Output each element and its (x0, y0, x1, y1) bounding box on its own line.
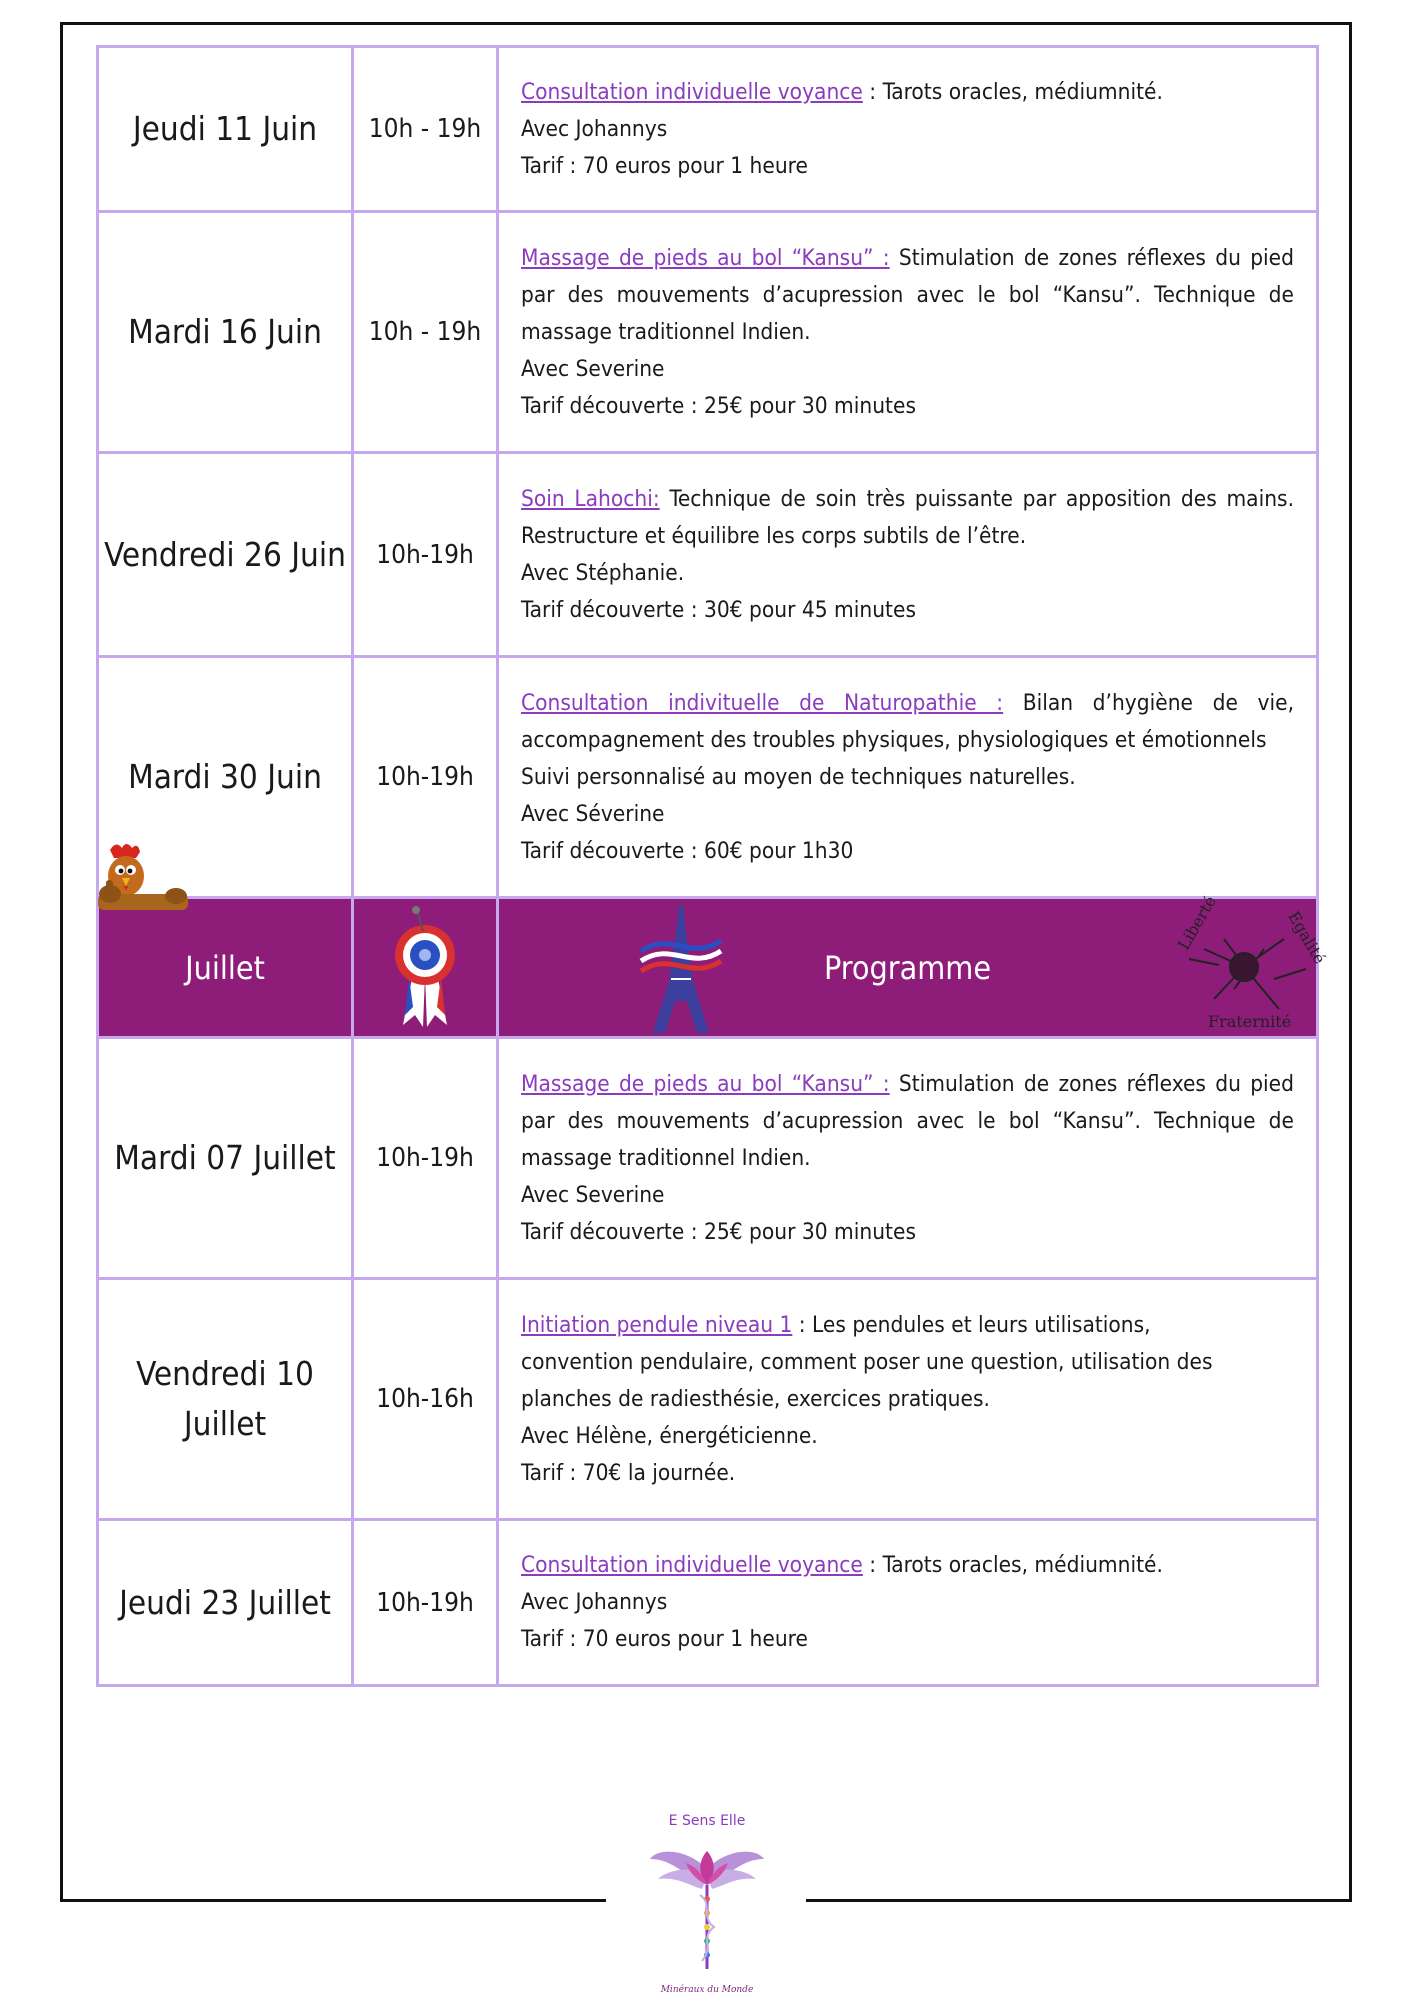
activity-title[interactable]: Initiation pendule niveau 1 (521, 1311, 793, 1338)
frame-bottom-left (60, 1899, 606, 1902)
activity-title[interactable]: Consultation indivituelle de Naturopathie : (521, 689, 1004, 716)
program-row (98, 47, 1318, 212)
row-date: Mardi 07 Juillet (98, 1038, 353, 1279)
row-time: 10h-19h (353, 657, 498, 898)
brand-logo (648, 1813, 766, 1995)
month-header-row (98, 898, 1318, 1038)
rooster-thumbs-up-icon (96, 840, 192, 912)
description-line: Tarif découverte : 30€ pour 45 minutes (521, 596, 916, 623)
activity-title[interactable]: Soin Lahochi: (521, 485, 660, 512)
activity-title[interactable]: Consultation individuelle voyance (521, 78, 863, 105)
lotus-wings-icon (648, 1829, 766, 1979)
row-time: 10h-16h (353, 1279, 498, 1520)
activity-title[interactable]: Massage de pieds au bol “Kansu” : (521, 1070, 890, 1097)
title-separator (890, 1071, 899, 1097)
title-separator: : (862, 1552, 883, 1578)
program-row (98, 657, 1318, 898)
description-line: convention pendulaire, comment poser une question, utilisation des (521, 1348, 1213, 1375)
united-hands-icon (1174, 892, 1330, 1035)
activity-summary: Tarots oracles, médiumnité. (882, 78, 1163, 105)
description-line: Tarif : 70 euros pour 1 heure (521, 152, 808, 179)
activity-summary: Stimulation de zones réflexes du pied par des mouvements d’acupression avec le bol “Kansu”. Technique de massage traditionnel Indien. (521, 244, 1294, 345)
hands-word-fraternite: Fraternité (1208, 1012, 1292, 1031)
row-time: 10h - 19h (353, 212, 498, 453)
row-date: Jeudi 23 Juillet (98, 1520, 353, 1686)
title-separator (890, 245, 899, 271)
description-line: Tarif : 70€ la journée. (521, 1459, 736, 1486)
rosette-cell (353, 898, 498, 1038)
description-line: Avec Severine (521, 355, 665, 382)
row-description (498, 1279, 1318, 1520)
row-date: Vendredi 26 Juin (98, 453, 353, 657)
row-description (498, 47, 1318, 212)
row-description (498, 453, 1318, 657)
program-row (98, 212, 1318, 453)
description-line: Suivi personnalisé au moyen de techniques naturelles. (521, 763, 1076, 790)
program-row (98, 1038, 1318, 1279)
hands-word-liberte: Liberté (1174, 892, 1220, 954)
description-line: Avec Hélène, énergéticienne. (521, 1422, 818, 1449)
description-line: Avec Séverine (521, 800, 665, 827)
title-separator: : (862, 78, 883, 105)
row-time: 10h-19h (353, 1038, 498, 1279)
title-separator (660, 486, 670, 512)
hands-word-egalite: Egalité (1284, 907, 1330, 968)
program-row (98, 453, 1318, 657)
row-date: Mardi 16 Juin (98, 212, 353, 453)
title-separator (1003, 690, 1023, 716)
frame-bottom-right (806, 1899, 1352, 1902)
description-line: Tarif découverte : 25€ pour 30 minutes (521, 392, 916, 419)
description-line: Tarif découverte : 25€ pour 30 minutes (521, 1218, 916, 1245)
description-line: Avec Stéphanie. (521, 559, 685, 586)
logo-subtitle: Minéraux du Monde (660, 1985, 754, 1995)
row-date: Vendredi 10 Juillet (98, 1279, 353, 1520)
activity-title[interactable]: Massage de pieds au bol “Kansu” : (521, 244, 890, 271)
logo-name: E Sens Elle (668, 1813, 746, 1829)
description-line: Avec Johannys (521, 115, 668, 142)
row-date: Jeudi 11 Juin (98, 47, 353, 212)
description-line: Avec Severine (521, 1181, 665, 1208)
program-row (98, 1520, 1318, 1686)
description-line: Avec Johannys (521, 1589, 668, 1615)
program-header-cell (498, 892, 1330, 1038)
row-date: Mardi 30 Juin (98, 657, 353, 898)
description-line: Tarif découverte : 60€ pour 1h30 (521, 837, 854, 864)
row-time: 10h-19h (353, 453, 498, 657)
activity-summary: Technique de soin très puissante par apposition des mains. Restructure et équilibre les corps subtils de l’être. (521, 485, 1294, 549)
row-description (498, 1038, 1318, 1279)
row-description (498, 1520, 1318, 1686)
row-description (498, 657, 1318, 898)
row-time: 10h-19h (353, 1520, 498, 1686)
frame-right (1349, 22, 1352, 1902)
activity-summary: Stimulation de zones réflexes du pied par des mouvements d’acupression avec le bol “Kansu”. Technique de massage traditionnel Indien. (521, 1070, 1294, 1171)
frame-left (60, 22, 63, 1902)
activity-title[interactable]: Consultation individuelle voyance (521, 1552, 863, 1578)
frame-top (60, 22, 1352, 25)
month-label: Juillet (98, 898, 353, 1038)
eiffel-tower-icon (631, 901, 731, 1036)
program-row (98, 1279, 1318, 1520)
description-line: planches de radiesthésie, exercices pratiques. (521, 1385, 990, 1412)
activity-summary: Les pendules et leurs utilisations, (812, 1311, 1151, 1338)
row-time: 10h - 19h (353, 47, 498, 212)
title-separator: : (792, 1311, 813, 1338)
description-line: Tarif : 70 euros pour 1 heure (521, 1626, 808, 1652)
row-description (498, 212, 1318, 453)
program-label: Programme (823, 948, 992, 987)
activity-summary: Bilan d’hygiène de vie, accompagnement des troubles physiques, physiologiques et émotionnels (521, 689, 1294, 753)
rosette-icon (385, 903, 465, 1033)
activity-summary: Tarots oracles, médiumnité. (882, 1552, 1163, 1578)
program-table (96, 45, 1330, 1687)
